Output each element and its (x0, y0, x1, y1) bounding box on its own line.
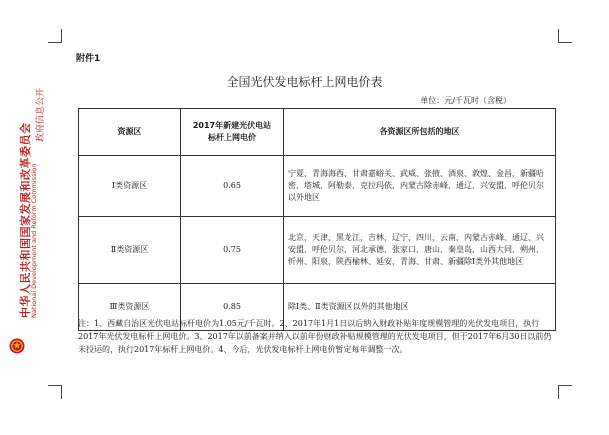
price-cell: 0.85 (181, 284, 284, 331)
crop-mark (558, 29, 559, 43)
crop-mark (558, 385, 559, 399)
crop-mark (558, 385, 572, 386)
sidebar-org-name-cn: 中华人民共和国国家发展和改革委员会 (19, 122, 32, 318)
page-title: 全国光伏发电标杆上网电价表 (226, 75, 383, 89)
regions-cell: 北京，天津，黑龙江，吉林，辽宁，四川，云南，内蒙古赤峰、通辽、兴安盟、呼伦贝尔，河北承德、张家口、唐山、秦皇岛，山西大同、朔州、忻州、阳泉，陕西榆林、延安，青海、甘肃、新疆除Ⅰ类外其他地区 (284, 217, 556, 284)
header-price: 2017年新建光伏电站 标杆上网电价 (181, 109, 284, 156)
header-zone: 资源区 (79, 109, 181, 156)
table-row (79, 156, 556, 217)
regions-cell: 除Ⅰ类、Ⅱ类资源区以外的其他地区 (284, 284, 556, 331)
sidebar-disclosure-label: 政府信息公开 (36, 87, 46, 142)
price-cell: 0.75 (181, 217, 284, 284)
zone-cell: Ⅰ类资源区 (79, 156, 181, 217)
crop-mark (61, 29, 62, 43)
crop-mark (558, 42, 572, 43)
attachment-label: 附件1 (76, 54, 101, 64)
header-regions: 各资源区所包括的地区 (284, 109, 556, 156)
crop-mark (48, 42, 62, 43)
price-table (78, 108, 556, 331)
crop-mark (48, 385, 62, 386)
national-emblem-icon (9, 338, 25, 354)
regions-cell: 宁夏，青海海西，甘肃嘉峪关、武威、张掖、酒泉、敦煌、金昌，新疆哈密、塔城、阿勒泰、克拉玛依，内蒙古除赤峰、通辽、兴安盟、呼伦贝尔以外地区 (284, 156, 556, 217)
price-cell: 0.65 (181, 156, 284, 217)
zone-cell: Ⅱ类资源区 (79, 217, 181, 284)
table-header-row (79, 109, 556, 156)
crop-mark (61, 385, 62, 399)
sidebar-org-name-en: National Development and Reform Commission (30, 163, 38, 318)
table-row (79, 217, 556, 284)
unit-label: 单位：元/千瓦时（含税） (420, 96, 511, 105)
zone-cell: Ⅲ类资源区 (79, 284, 181, 331)
footnote: 注：1、西藏自治区光伏电站标杆电价为1.05元/千瓦时。2、2017年1月1日以后纳入财政补贴年度规模管理的光伏发电项目，执行2017年光伏发电标杆上网电价。3、2017年以前备案并纳入以前年份财政补贴规模管理的光伏发电项目，但于2017年6月30日以前仍未投运的，执行2017年标杆上网电价。4、今后，光伏发电标杆上网电价暂定每年调整一次。 (78, 319, 552, 354)
